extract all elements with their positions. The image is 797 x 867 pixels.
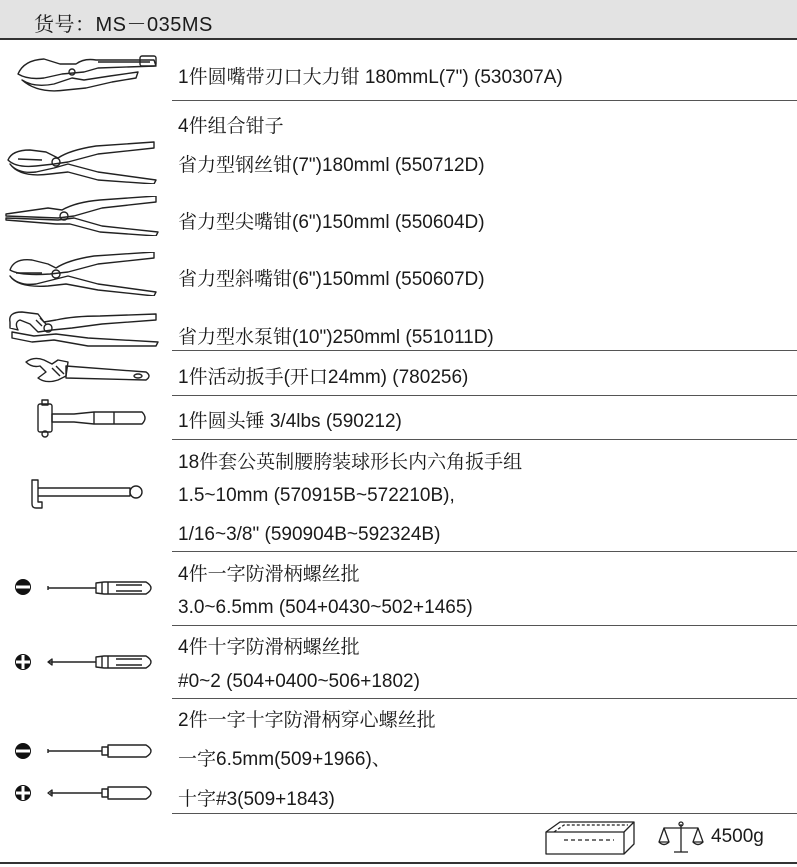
row-divider xyxy=(172,439,797,440)
locking-pliers-icon xyxy=(14,50,160,94)
screwdriver-icon xyxy=(46,743,158,759)
row-divider xyxy=(172,551,797,552)
adjustable-wrench-icon xyxy=(22,354,152,392)
phillips-tip-icon xyxy=(14,784,32,802)
storage-tray-icon xyxy=(544,820,636,858)
footer-divider xyxy=(0,862,797,864)
item-line: 18件套公英制腰胯装球形长内六角扳手组 xyxy=(178,452,523,473)
weight-scale-icon xyxy=(658,820,704,856)
row-divider xyxy=(172,698,797,699)
row-divider xyxy=(172,100,797,101)
item-line: 省力型钢丝钳(7")180mml (550712D) xyxy=(178,155,485,176)
item-line: 1件圆嘴带刃口大力钳 180mmL(7") (530307A) xyxy=(178,67,563,88)
item-line: 1件圆头锤 3/4lbs (590212) xyxy=(178,411,402,432)
item-line: 4件一字防滑柄螺丝批 xyxy=(178,564,360,585)
row-divider xyxy=(172,625,797,626)
item-line: 省力型水泵钳(10")250mml (551011D) xyxy=(178,327,494,348)
total-weight: 4500g xyxy=(711,826,764,847)
slotted-tip-icon xyxy=(14,578,32,596)
item-line: 省力型斜嘴钳(6")150mml (550607D) xyxy=(178,269,485,290)
item-line: 省力型尖嘴钳(6")150mml (550604D) xyxy=(178,212,485,233)
screwdriver-icon xyxy=(46,785,158,801)
combination-pliers-icon xyxy=(6,140,158,184)
item-line: #0~2 (504+0400~506+1802) xyxy=(178,671,420,692)
item-line: 一字6.5mm(509+1966)、 xyxy=(178,749,391,770)
item-line: 4件十字防滑柄螺丝批 xyxy=(178,637,360,658)
item-line: 1/16~3/8" (590904B~592324B) xyxy=(178,524,441,545)
row-divider xyxy=(172,350,797,351)
long-nose-pliers-icon xyxy=(4,196,160,236)
item-line: 2件一字十字防滑柄穿心螺丝批 xyxy=(178,710,436,731)
item-line: 3.0~6.5mm (504+0430~502+1465) xyxy=(178,597,473,618)
phillips-tip-icon xyxy=(14,653,32,671)
product-code-title: 货号：MS－035MS xyxy=(34,14,213,36)
item-line: 1.5~10mm (570915B~572210B), xyxy=(178,485,455,506)
ball-end-hex-key-icon xyxy=(30,476,146,510)
water-pump-pliers-icon xyxy=(4,308,160,348)
diagonal-cutting-pliers-icon xyxy=(6,252,158,296)
screwdriver-icon xyxy=(46,580,158,596)
item-line: 1件活动扳手(开口24mm) (780256) xyxy=(178,367,469,388)
screwdriver-icon xyxy=(46,654,158,670)
header-bar xyxy=(0,0,797,40)
item-line: 4件组合钳子 xyxy=(178,116,284,137)
item-line: 十字#3(509+1843) xyxy=(178,789,335,810)
slotted-tip-icon xyxy=(14,742,32,760)
row-divider xyxy=(172,813,797,814)
ball-pein-hammer-icon xyxy=(24,398,150,438)
row-divider xyxy=(172,395,797,396)
